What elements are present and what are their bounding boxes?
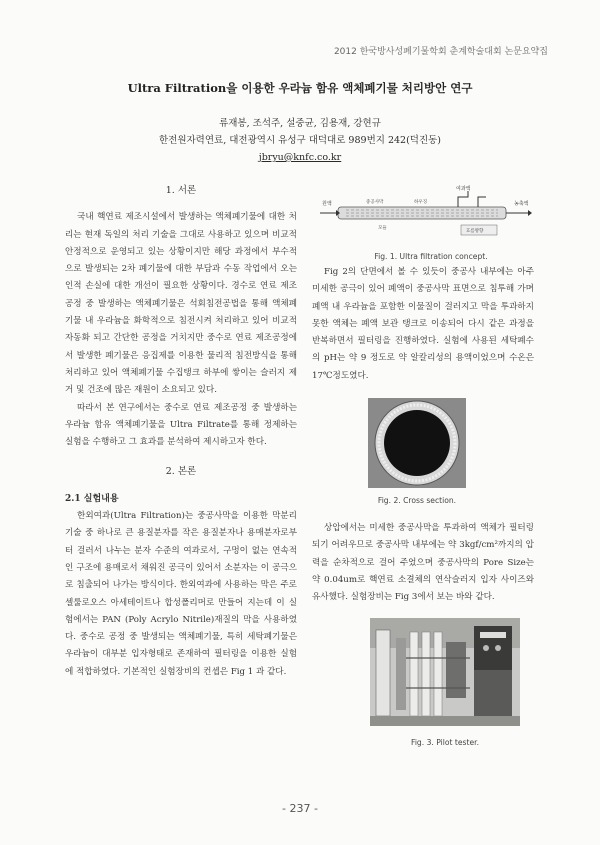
right-paragraph-1: Fig 2의 단면에서 볼 수 있듯이 중공사 내부에는 아주 미세한 공극이 있어 폐액이 중공사막 표면으로 침투해 가며 폐액 내 우라늄을 포함한 이물질이 걸러지고 막을 투과하지 못한 액체는 폐액 보관 탱크로 이송되어 다시 같은 과정을 반복하면서 필터링을 진행하였다. 실험에 사용된 세탁폐수의 pH는 약 9 정도로 약 알칼리성의 용액이었으며 수온은 17℃정도였다. [312, 267, 534, 381]
page-number: - 237 - [282, 802, 318, 815]
label-flow: 흐름방향 [466, 229, 484, 234]
left-column [65, 182, 297, 681]
figure-2-cross-section [368, 398, 466, 488]
section-heading-intro: 1. 서론 [165, 185, 197, 196]
intro-paragraph-1: 국내 핵연료 제조시설에서 발생하는 액체폐기물에 대한 처리는 현재 독일의 처리 기술을 그대로 사용하고 있으며 비교적 안정적으로 운영되고 있는 상황이지만 해당 과정에서 부수적으로 발생되는 2차 폐기물에 대한 부담과 수동 작업에서 오는 인적 손실에 대한 개선이 필요한 상황이다. 경수로 연료 제조 공정 중 발생하는 액체폐기물은 석회침전공법을 통해 액체폐기물 내 우라늄을 화학적으로 침전시켜 처리하고 있어 비교적 자동화 되고 간단한 공정을 거치지만 중수로 연료 제조공정에서 발생한 폐기물은 응집제를 이용한 물리적 침전방식을 통해 처리하고 있어 액체폐기물 수집탱크 하부에 쌓이는 슬러지 제거 및 건조에 많은 재원이 소요되고 있다. [65, 212, 297, 396]
label-fiber: 중공사막 [366, 200, 384, 205]
label-permeate: 여과액 [456, 186, 471, 192]
label-inlet: 원액 [322, 201, 332, 207]
figure-1-diagram [318, 185, 540, 243]
right-column-lower [312, 520, 534, 606]
author-block [40, 115, 560, 166]
author-names: 류재봉, 조석주, 설중균, 김용재, 강현규 [219, 118, 381, 129]
figure-2-caption: Fig. 2. Cross section. [377, 496, 457, 505]
label-outlet: 농축액 [514, 201, 529, 207]
right-paragraph-2: 상압에서는 미세한 중공사막을 투과하여 액체가 필터링 되기 어려우므로 중공사막 내부에는 약 3kgf/cm²까지의 압력을 순차적으로 걸어 주었으며 중공사막의 Pore Size는 약 0.04um로 핵연료 소결체의 연삭슬러지 입자 사이즈와 유사했다. 실험장비는 Fig 3에서 보는 바와 같다. [312, 523, 534, 603]
author-email[interactable]: jbryu@knfc.co.kr [258, 152, 342, 163]
label-housing: 하우징 [414, 200, 428, 205]
right-column [312, 264, 534, 385]
label-module: 모듈 [378, 226, 387, 231]
paper-title: Ultra Filtration을 이용한 우라늄 함유 액체폐기물 처리방안 연구 [127, 81, 473, 95]
running-head: 2012 한국방사성폐기물학회 춘계학술대회 논문요약집 [333, 47, 548, 57]
figure-3-photo [370, 618, 520, 726]
subsection-heading: 2.1 실험내용 [65, 493, 119, 504]
affiliation: 한전원자력연료, 대전광역시 유성구 대덕대로 989번지 242(덕진동) [158, 135, 442, 146]
figure-3-caption: Fig. 3. Pilot tester. [411, 738, 479, 747]
section-heading-body: 2. 본론 [165, 466, 197, 478]
intro-paragraph-2: 따라서 본 연구에서는 중수로 연료 제조공정 중 발생하는 우라늄 함유 액체폐기물을 Ultra Filtrate를 통해 정제하는 실험을 수행하고 그 효과를 분석하여 제시하고자 한다. [65, 402, 297, 448]
figure-1-caption: Fig. 1. Ultra filtration concept. [374, 252, 488, 261]
body-paragraph-1: 한외여과(Ultra Filtration)는 중공사막을 이용한 막분리 기술 중 하나로 큰 용질분자를 작은 용질분자나 용매분자로부터 걸러서 나누는 분자 수준의 여과로서, 구멍이 없는 연속적인 구조에 용매로서 채워진 공극이 있어서 소분자는 이 공극으로 침출되어 나가는 방식이다. 한외여과에 사용하는 막은 주로 셀룰로오스 아세테이트나 합성폴리머로 만들어 지는데 이 실험에서는 PAN (Poly Acrylo Nitrile)재질의 막을 사용하였다. 중수로 공정 중 발생되는 액체폐기물, 특히 세탁폐기물은 우라늄이 대부분 입자형태로 존재하여 필터링을 이용한 실험에 적합하였다. 기본적인 실험장비의 컨셉은 Fig 1 과 같다. [65, 511, 297, 677]
